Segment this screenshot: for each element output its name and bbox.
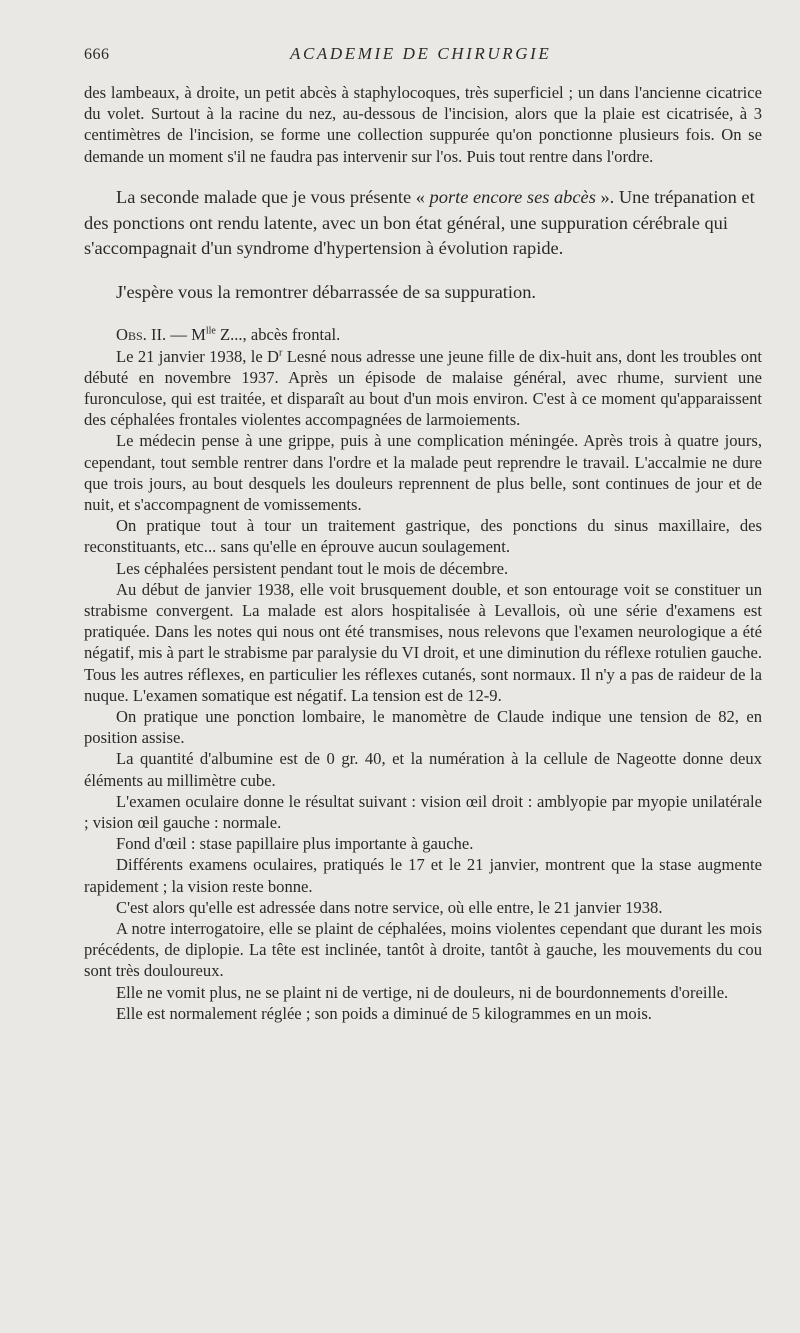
observation-section xyxy=(84,324,762,1024)
obs-p1-a: Le 21 janvier 1938, le D xyxy=(116,346,280,366)
presentation-paragraph-1 xyxy=(84,185,762,262)
observation-title xyxy=(84,324,762,345)
observation-paragraph: Elle est normalement réglée ; son poids a diminué de 5 kilogrammes en un mois. xyxy=(116,1003,652,1023)
observation-paragraph: On pratique une ponction lombaire, le manomètre de Claude indique une tension de 82, en position assise. xyxy=(84,707,762,748)
presentation-section xyxy=(84,185,762,306)
observation-sup-lle: lle xyxy=(205,325,216,337)
observation-paragraph: La quantité d'albumine est de 0 gr. 40, et la numération à la cellule de Nageotte donne deux éléments au millimètre cube. xyxy=(84,749,762,790)
obs-sup-r: r xyxy=(279,347,283,359)
observation-title-rest: Z..., abcès frontal. xyxy=(215,325,341,345)
running-title: ACADEMIE DE CHIRURGIE xyxy=(290,44,552,63)
page-number: 666 xyxy=(84,46,110,63)
obs-p1-b: Lesné nous adresse une jeune fille de dix-huit ans, dont les troubles ont débuté en novembre 1937. Après un épisode de malaise général, avec rhume, survient une furonculose, qui est traitée, et disparaît au bout d'un mois environ. C'est à ce moment qu'apparaissent des céphalées frontales violentes accompagnées de larmoiements. xyxy=(84,346,762,430)
page-header xyxy=(84,42,762,82)
observation-label: Obs. II. xyxy=(116,325,167,345)
observation-paragraph: Au début de janvier 1938, elle voit brusquement double, et son entourage voit se constituer un strabisme convergent. La malade est alors hospitalisée à Levallois, où une série d'examens est pratiquée. Dans les notes qui nous ont été transmises, nous relevons que l'examen neurologique a été négatif, mis à part le strabisme par paralysie du VI droit, et une diminution du réflexe rotulien gauche. Tous les autres réflexes, en particulier les réflexes cutanés, sont normaux. Il n'y a pas de raideur de la nuque. L'examen somatique est négatif. La tension est de 12-9. xyxy=(84,579,762,705)
observation-paragraph: C'est alors qu'elle est adressée dans notre service, où elle entre, le 21 janvier 1938. xyxy=(116,897,663,917)
presentation-text-end: ». Une trépanation et des ponctions ont rendu latente, avec un bon état général, une suppuration cérébrale qui s'accompagnait d'un syndrome d'hypertension à évolution rapide. xyxy=(84,187,755,259)
observation-paragraph: Différents examens oculaires, pratiqués le 17 et le 21 janvier, montrent que la stase augmente rapidement ; la vision reste bonne. xyxy=(84,855,762,896)
observation-paragraph: On pratique tout à tour un traitement gastrique, des ponctions du sinus maxillaire, des reconstituants, etc... sans qu'elle en éprouve aucun soulagement. xyxy=(84,516,762,557)
presentation-text-start: La seconde malade que je vous présente « xyxy=(116,187,430,208)
observation-paragraph: A notre interrogatoire, elle se plaint de céphalées, moins violentes cependant que durant les mois précédents, de diplopie. La tête est inclinée, tantôt à droite, tantôt à gauche, les mouvements du cou sont très douloureux. xyxy=(84,919,762,981)
observation-paragraph: L'examen oculaire donne le résultat suivant : vision œil droit : amblyopie par myopie unilatérale ; vision œil gauche : normale. xyxy=(84,791,762,833)
presentation-paragraph-2: J'espère vous la remontrer débarrassée de sa suppuration. xyxy=(116,282,537,303)
presentation-quote: porte encore ses abcès xyxy=(429,187,596,208)
observation-paragraph: Elle ne vomit plus, ne se plaint ni de vertige, ni de douleurs, ni de bourdonnements d'oreille. xyxy=(116,982,729,1002)
observation-paragraph: Fond d'œil : stase papillaire plus importante à gauche. xyxy=(116,834,474,854)
observation-paragraph-1 xyxy=(84,346,762,431)
observation-paragraph: Les céphalées persistent pendant tout le mois de décembre. xyxy=(116,558,509,578)
observation-dash: — M xyxy=(166,325,206,345)
intro-section xyxy=(84,82,762,167)
intro-paragraph: des lambeaux, à droite, un petit abcès à staphylocoques, très superficiel ; un dans l'ancienne cicatrice du volet. Surtout à la racine du nez, au-dessous de l'incision, alors que la plaie est cicatrisée, à 3 centimètres de l'incision, se forme une collection suppurée qu'on ponctionne plusieurs fois. On se demande un moment s'il ne faudra pas intervenir sur l'os. Puis tout rentre dans l'ordre. xyxy=(84,83,762,166)
observation-paragraph: Le médecin pense à une grippe, puis à une complication méningée. Après trois à quatre jours, cependant, tout semble rentrer dans l'ordre et la malade peut reprendre le travail. L'accalmie ne dure que trois jours, au bout desquels les douleurs reprennent de plus belle, sont continues de jour et de nuit, et s'accompagnent de vomissements. xyxy=(84,431,762,514)
